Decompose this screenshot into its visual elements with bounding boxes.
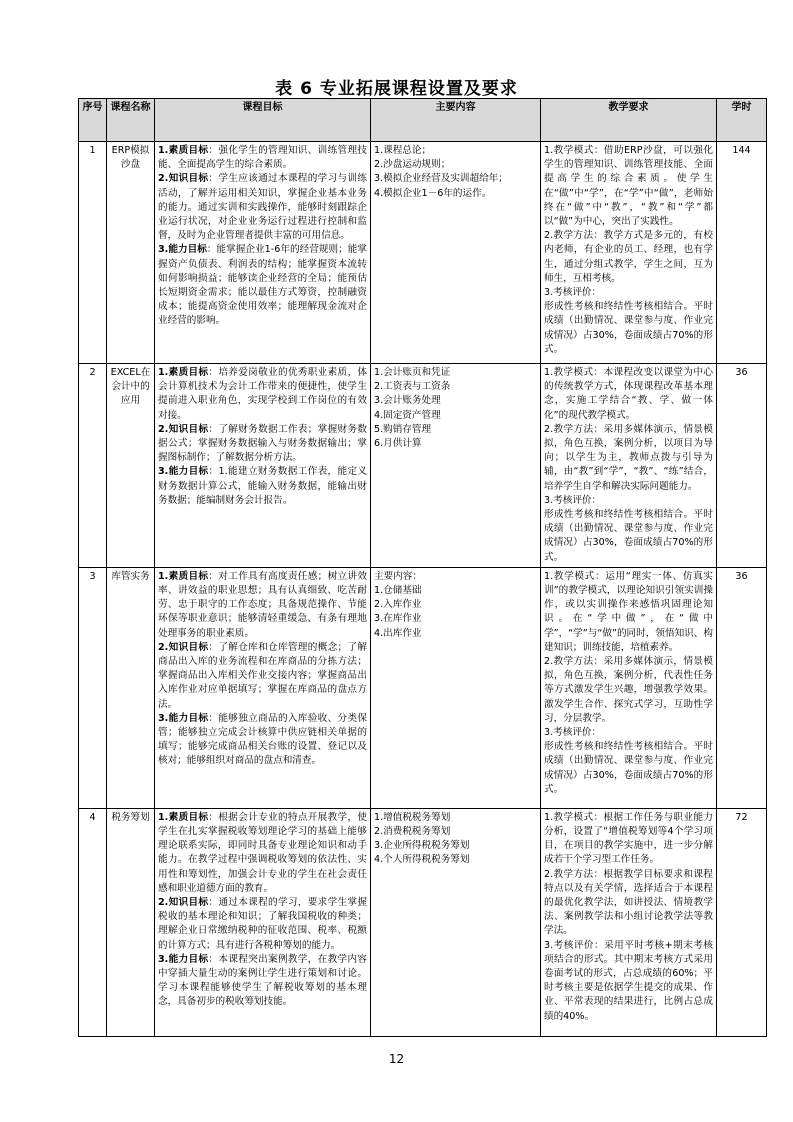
- goal-label: 素质目标: [168, 570, 209, 582]
- goal-number: 2.: [158, 641, 169, 653]
- goal-paragraph: [158, 172, 367, 243]
- goal-label: 素质目标: [168, 811, 209, 823]
- goal-paragraph: [158, 366, 367, 423]
- requirement-paragraph: 3.考核评价：采用平时考核+期末考核项结合的形式。其中期末考核方式采用卷面考试的形式，占总成绩的60%；平时考核主要是依据学生提交的成果、作业、平常表现的结果进行，比例占总成绩的40%。: [544, 939, 713, 1022]
- requirement-paragraph: 1.教学模式：本课程改变以课堂为中心的传统教学方式，体现课程改革基本理念，实施工学结合“教、学、做一体化”的现代教学模式。: [544, 367, 713, 421]
- content-item: 3.模拟企业经营及实训超给年；: [374, 173, 508, 185]
- header-hours: 学时: [717, 99, 767, 142]
- requirement-paragraph: 1.教学模式：运用“理实一体、仿真实训”的教学模式，以理论知识引领实训操作，或以实训操作来感悟巩固理论知识。在“学中做”，在“做中学”，“学”与“做”的同时，领悟知识、构建知识；训练技能，培植素养。: [544, 570, 713, 653]
- goal-text: ：通过本课程的学习，要求学生掌握税收的基本理论和知识；了解我国税收的种类；理解企业日常缴纳税种的征收范围、税率、税额的计算方式；具有进行各税种筹划的能力。: [158, 897, 368, 951]
- goal-number: 3.: [158, 466, 169, 478]
- content-item: 6.月供计算: [374, 438, 422, 450]
- goal-paragraph: [158, 423, 367, 466]
- page-number: 12: [388, 1052, 405, 1066]
- table-row: [79, 567, 767, 808]
- requirement-paragraph: 形成性考核和终结性考核相结合。平时成绩（出勤情况、课堂参与度、作业完成情况）占30%，卷面成绩占70%的形式。: [544, 509, 713, 563]
- goal-paragraph: [158, 896, 367, 953]
- goal-paragraph: [158, 953, 367, 1010]
- course-goals: [155, 364, 371, 568]
- table-row: [79, 808, 767, 1036]
- goal-paragraph: [158, 712, 367, 769]
- requirement-paragraph: 2.教学方法：采用多媒体演示，情景模拟，角色互换，案例分析，以项目为导向；以学生为主，教师点拨与引导为辅，由“教”到“学”，“教”、“练”结合，培养学生自学和解决实际问题能力。: [544, 423, 713, 492]
- course-table: [78, 98, 767, 1037]
- teaching-requirements: [541, 364, 717, 568]
- goal-text: ：强化学生的管理知识、训练管理技能、全面提高学生的综合素质。: [158, 145, 368, 171]
- content-item: 1.会计账页和凭证: [374, 367, 451, 378]
- requirement-paragraph: 1.教学模式：根据工作任务与职业能力分析，设置了“增值税筹划等4个学习项目，在项目的教学实施中，进一步分解成若干个学习型工作任务。: [544, 811, 713, 866]
- course-goals: [155, 567, 371, 808]
- requirement-paragraph: 形成性考核和终结性考核相结合。平时成绩（出勤情况、课堂参与度、作业完成情况）占30%，卷面成绩占70%的形式。: [544, 741, 713, 795]
- goal-number: 1.: [158, 811, 169, 823]
- content-item: 1.增值税税务筹划: [374, 811, 451, 823]
- header-content: 主要内容: [371, 99, 541, 142]
- goal-label: 知识目标: [168, 641, 209, 653]
- goal-label: 能力目标: [168, 466, 209, 478]
- content-item: 4.固定资产管理: [374, 409, 441, 421]
- goal-text: ：1.能建立财务数据工作表，能定义财务数据计算公式，能输入财务数据，能输出财务数据；能编制财务会计报告。: [158, 466, 368, 506]
- row-number: 3: [79, 567, 107, 808]
- course-name: ERP模拟沙盘: [107, 142, 155, 364]
- header-name: 课程名称: [107, 99, 155, 142]
- goal-label: 知识目标: [168, 173, 209, 185]
- goal-label: 知识目标: [168, 423, 209, 435]
- content-item: 3.在库作业: [374, 613, 422, 625]
- goal-text: ：能掌握企业1-6年的经营规则；能掌握资产负债表、利润表的结构；能掌握资本流转如何影响损益；能够读企业经营的全局；能预估长短期资金需求；能以最佳方式筹资，控制融资成本；能提高资金使用效率；能理解现金流对企业经营的影响。: [158, 244, 368, 327]
- requirement-paragraph: 形成性考核和终结性考核相结合。平时成绩（出勤情况、课堂参与度、作业完成情况）占30%，卷面成绩占70%的形式。: [544, 301, 713, 355]
- course-hours: 36: [717, 364, 767, 568]
- content-item: 4.出库作业: [374, 627, 422, 639]
- content-item: 4.个人所得税税务筹划: [374, 854, 470, 866]
- content-item: 5.购销存管理: [374, 423, 432, 435]
- course-hours: 144: [717, 142, 767, 364]
- requirement-paragraph: 2.教学方法：根据教学目标要求和课程特点以及有关学情，选择适合于本课程的最优化教学法，如讲授法、情境教学法、案例教学法和小组讨论教学法等教学法。: [544, 868, 713, 937]
- goal-text: ：学生应该通过本课程的学习与训练活动，了解并运用相关知识，掌握企业基本业务的能力。通过实训和实践操作，能够时刻跟踪企业运行状况，对企业业务运行过程进行控制和监督，及时为企业管理者提供丰富的可用信息。: [158, 173, 368, 242]
- content-item: 3.企业所得税税务筹划: [374, 840, 470, 852]
- goal-number: 1.: [158, 145, 169, 156]
- header-requirements: 教学要求: [541, 99, 717, 142]
- goal-paragraph: [158, 811, 367, 896]
- goal-text: ：培养爱岗敬业的优秀职业素质，体会计算机技术为会计工作带来的便捷性，使学生提前进入职业角色，实现学校到工作岗位的有效对接。: [158, 367, 368, 421]
- requirement-paragraph: 3.考核评价：: [544, 494, 602, 506]
- goal-number: 3.: [158, 244, 169, 256]
- course-content: [371, 567, 541, 808]
- requirement-paragraph: 2.教学方法：采用多媒体演示，情景模拟，角色互换，案例分析，代表性任务等方式激发学生兴趣，增强教学效果。激发学生合作、探究式学习，互助性学习，分层教学。: [544, 656, 713, 724]
- table-row: [79, 142, 767, 364]
- row-number: 1: [79, 142, 107, 364]
- row-number: 4: [79, 808, 107, 1036]
- goal-number: 1.: [158, 367, 169, 378]
- goal-text: ：了解仓库和仓库管理的概念；了解商品出入库的业务流程和在库商品的分拣方法；掌握商品出入库相关作业交接内容；掌握商品出入库作业对应单据填写；掌握在库商品的盘点方法。: [158, 641, 368, 710]
- table-title: 表 6 专业拓展课程设置及要求: [275, 79, 518, 99]
- goal-text: ：能够独立商品的入库验收、分类保管；能够独立完成会计核算中供应链相关单据的填写；能够完成商品相关台账的设置、登记以及核对；能够组织对商品的盘点和清查。: [158, 712, 368, 767]
- goal-number: 3.: [158, 953, 169, 965]
- requirement-paragraph: 3.考核评价：: [544, 727, 602, 739]
- goal-text: ：本课程突出案例教学，在教学内容中穿插大量生动的案例让学生进行策划和讨论。学习本课程能够使学生了解税收筹划的基本理念，具备初步的税收筹划技能。: [158, 953, 368, 1008]
- row-number: 2: [79, 364, 107, 568]
- content-item: 4.模拟企业1－6年的运作。: [374, 187, 492, 199]
- goal-label: 知识目标: [168, 897, 209, 909]
- goal-paragraph: [158, 465, 367, 508]
- header-goals: 课程目标: [155, 99, 371, 142]
- goal-text: ：对工作具有高度责任感；树立讲效率、讲效益的职业思想；具有认真细致、吃苦耐劳、忠于职守的工作态度；具备规范操作、节能环保等职业意识；能够清轻重缓急、有条有理地处理事务的职业素质。: [158, 570, 368, 639]
- content-item: 1.课程总论；: [374, 145, 432, 156]
- course-goals: [155, 808, 371, 1036]
- content-intro: 主要内容：: [374, 570, 422, 582]
- requirement-paragraph: 3.考核评价：: [544, 287, 602, 299]
- teaching-requirements: [541, 142, 717, 364]
- goal-number: 2.: [158, 897, 169, 909]
- content-item: 2.沙盘运动规则；: [374, 159, 451, 171]
- course-content: [371, 364, 541, 568]
- goal-label: 素质目标: [168, 367, 209, 378]
- content-item: 2.入库作业: [374, 599, 422, 611]
- goal-number: 3.: [158, 712, 169, 724]
- goal-paragraph: [158, 144, 367, 172]
- content-item: 2.工资表与工资条: [374, 381, 451, 393]
- course-name: 库管实务: [107, 567, 155, 808]
- goal-number: 1.: [158, 570, 169, 582]
- content-item: 3.会计账务处理: [374, 395, 441, 407]
- course-name: EXCEL在会计中的应用: [107, 364, 155, 568]
- goal-text: ：根据会计专业的特点开展教学，使学生在扎实掌握税收筹划理论学习的基础上能够理论联系实际，即同时具备专业理论知识和动手能力。在教学过程中强调税收筹划的依法性、实用性和筹划性，加强会计专业的学生在社会责任感和职业道德方面的教育。: [158, 811, 368, 894]
- table-row: [79, 364, 767, 568]
- content-item: 2.消费税税务筹划: [374, 826, 451, 838]
- course-name: 税务筹划: [107, 808, 155, 1036]
- goal-label: 素质目标: [168, 145, 209, 156]
- goal-number: 2.: [158, 423, 169, 435]
- course-content: [371, 142, 541, 364]
- teaching-requirements: [541, 567, 717, 808]
- content-item: 1.仓储基础: [374, 585, 422, 597]
- course-goals: [155, 142, 371, 364]
- goal-number: 2.: [158, 173, 169, 185]
- goal-label: 能力目标: [168, 953, 209, 965]
- course-content: [371, 808, 541, 1036]
- header-no: 序号: [79, 99, 107, 142]
- course-hours: 36: [717, 567, 767, 808]
- goal-label: 能力目标: [168, 712, 209, 724]
- goal-paragraph: [158, 641, 367, 712]
- course-hours: 72: [717, 808, 767, 1036]
- teaching-requirements: [541, 808, 717, 1036]
- goal-text: ：了解财务数据工作表；掌握财务数据公式；掌握财务数据输入与财务数据输出；掌握图标制作；了解数据分析方法。: [158, 423, 368, 464]
- table-header-row: [79, 99, 767, 142]
- goal-label: 能力目标: [168, 244, 207, 256]
- goal-paragraph: [158, 243, 367, 328]
- goal-paragraph: [158, 570, 367, 641]
- requirement-paragraph: 2.教学方法：教学方式是多元的，有校内老师，有企业的员工、经理，也有学生，通过分组式教学，学生之间，互为师生，互相考核。: [544, 230, 713, 284]
- requirement-paragraph: 1.教学模式：借助ERP沙盘，可以强化学生的管理知识、训练管理技能、全面提高学生的综合素质。使学生在“做”中“学”，在“学”中“做”，老师始终在“做”中“教”，“教”和“学”都以“做”为中心，突出了实践性。: [544, 145, 713, 228]
